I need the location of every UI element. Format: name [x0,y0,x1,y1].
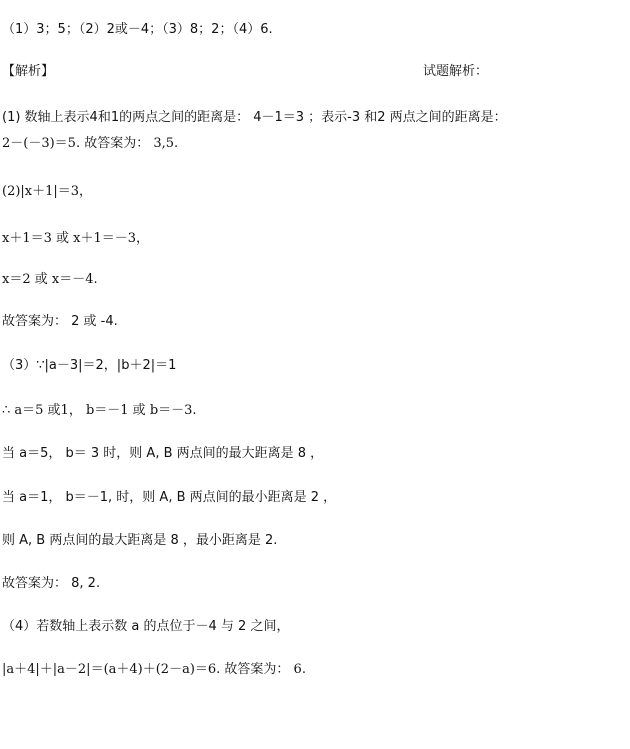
analysis-heading [2,62,630,82]
solution-line-12: 故答案为： 8, 2. [2,576,101,591]
solution-line-7: （3）∵|a－3|＝2，|b＋2|＝1 [2,358,177,373]
solution-line-6: 故答案为： 2 或 -4. [2,314,118,329]
solution-line-4: x＋1＝3 或 x＋1＝－3， [2,231,150,246]
answer-summary: （1）3；5；（2）2或－4；（3）8；2；（4）6. [2,22,273,37]
solution-line-1: (1) 数轴上表示4和1的两点之间的距离是： 4－1＝3 ；表示-3 和2 两点之间的距离是： [2,110,507,125]
analysis-label: 【解析】 [2,64,55,79]
solution-line-10: 当 a＝1， b＝－1, 时，则 A, B 两点间的最小距离是 2 ， [2,490,337,505]
analysis-right-label: 试题解析： [422,64,488,79]
solution-line-2: 2－(－3)＝5. 故答案为： 3,5. [2,136,179,151]
solution-line-11: 则 A, B 两点间的最大距离是 8 ，最小距离是 2. [2,533,278,548]
solution-line-13: （4）若数轴上表示数 a 的点位于－4 与 2 之间， [2,619,290,634]
solution-line-8: ∴ a＝5 或1， b＝－1 或 b＝－3. [2,403,197,418]
solution-line-5: x＝2 或 x＝－4. [2,272,98,287]
solution-line-14: |a＋4|＋|a－2|＝(a＋4)＋(2－a)＝6. 故答案为： 6. [2,662,306,677]
solution-line-3: (2)|x＋1|＝3， [2,184,93,199]
solution-line-9: 当 a＝5， b＝ 3 时，则 A, B 两点间的最大距离是 8 ， [2,446,324,461]
